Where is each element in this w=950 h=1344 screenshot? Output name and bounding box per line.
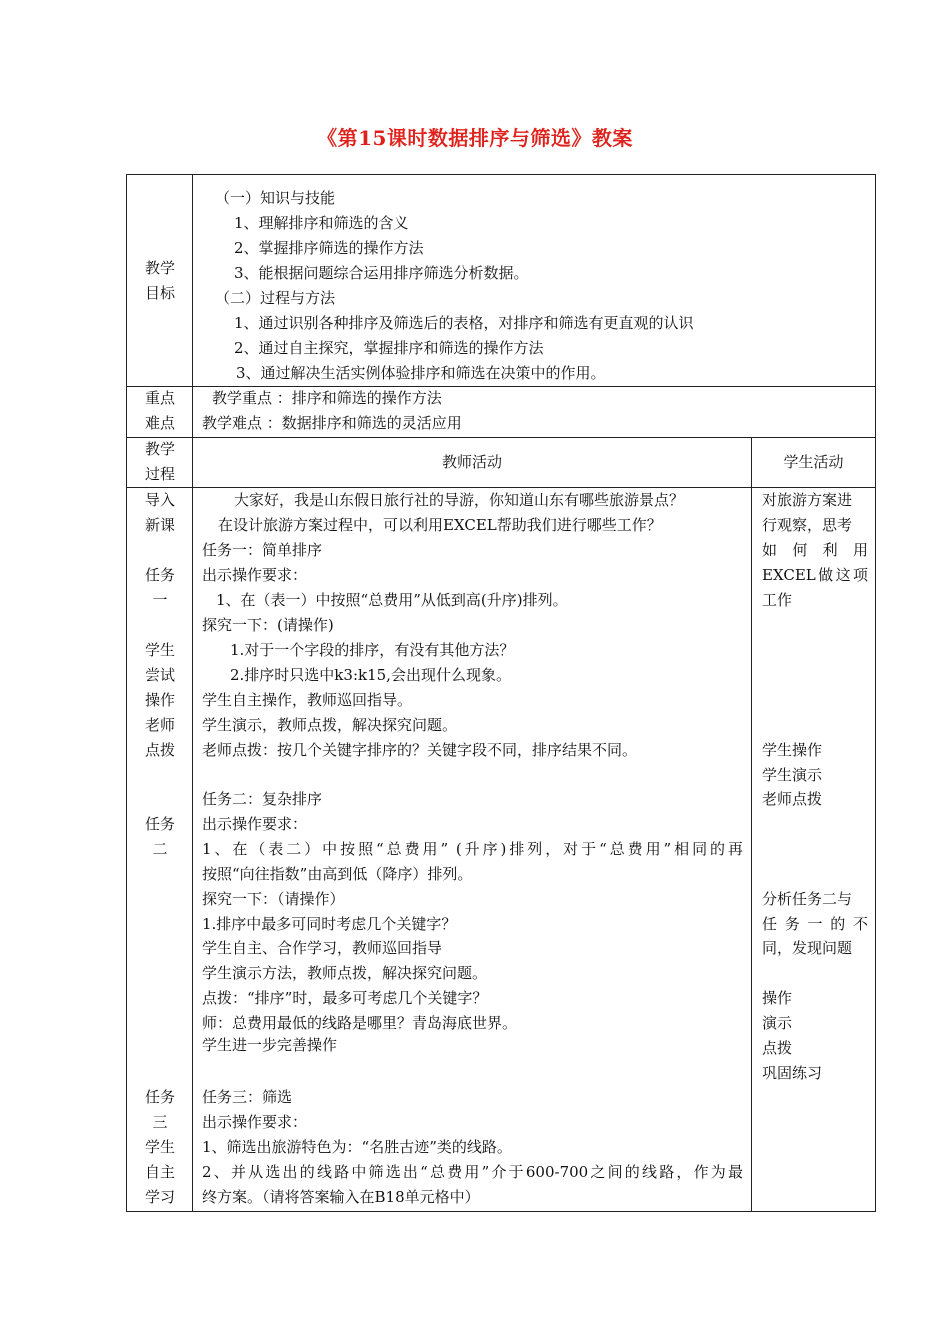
teacher-line: 学生演示方法，教师点拨，解决探究问题。: [202, 964, 488, 982]
stage-label: 任务: [144, 566, 175, 584]
student-line: 对旅游方案进: [762, 491, 853, 509]
table-border-top: [126, 174, 876, 175]
student-line: 任务一的不: [762, 915, 868, 933]
objective-line: 2、掌握排序筛选的操作方法: [234, 239, 424, 257]
teacher-line: 2.排序时只选中k3:k15,会出现什么现象。: [230, 666, 511, 684]
objectives-label-2: 目标: [144, 284, 175, 302]
stage-label: 新课: [144, 516, 175, 534]
teacher-line: 学生自主、合作学习，教师巡回指导: [202, 939, 443, 957]
objective-line: 3、通过解决生活实例体验排序和筛选在决策中的作用。: [236, 364, 606, 382]
teacher-line: 1、筛选出旅游特色为：“名胜古迹”类的线路。: [202, 1138, 512, 1156]
stage-label: 任务: [144, 815, 175, 833]
student-line: 学生操作: [762, 741, 823, 759]
table-divider-student-column: [751, 437, 752, 1212]
student-activity-header: 学生活动: [783, 453, 844, 471]
teacher-line: 学生自主操作，教师巡回指导。: [202, 691, 413, 709]
objective-line: 1、通过识别各种排序及筛选后的表格，对排序和筛选有更直观的认识: [234, 314, 694, 332]
table-divider-label-column: [192, 174, 193, 1212]
teacher-line: 学生演示，教师点拨，解决探究问题。: [202, 716, 458, 734]
stage-label: 二: [152, 840, 168, 858]
student-line: 点拨: [762, 1039, 793, 1057]
stage-label: 老师: [144, 716, 175, 734]
table-border-bottom: [126, 1211, 876, 1212]
stage-label: 自主: [144, 1163, 175, 1181]
teacher-line: 师：总费用最低的线路是哪里？青岛海底世界。: [202, 1014, 518, 1032]
objective-line: （二）过程与方法: [215, 289, 336, 307]
key-points-label-1: 重点: [144, 389, 175, 407]
stage-label: 导入: [144, 491, 175, 509]
stage-label: 三: [152, 1113, 168, 1131]
teacher-line: 任务三：筛选: [202, 1088, 293, 1106]
key-point-line: 教学难点 ：数据排序和筛选的灵活应用: [202, 414, 462, 432]
process-label-1: 教学: [144, 440, 175, 458]
objective-line: 2、通过自主探究，掌握排序和筛选的操作方法: [234, 339, 544, 357]
student-line: 老师点拨: [762, 790, 823, 808]
teacher-line: 出示操作要求：: [202, 566, 308, 584]
table-row-divider-2: [126, 437, 876, 438]
stage-label: 点拨: [144, 741, 175, 759]
teacher-line: 出示操作要求：: [202, 815, 308, 833]
student-line: 如何利用: [762, 541, 868, 559]
stage-label: 一: [152, 591, 168, 609]
process-label-2: 过程: [144, 465, 175, 483]
stage-label: 学生: [144, 641, 175, 659]
teacher-line: 1.排序中最多可同时考虑几个关键字？: [202, 915, 457, 933]
teacher-line: 老师点拨：按几个关键字排序的？关键字段不同，排序结果不同。: [202, 741, 638, 759]
stage-label: 任务: [144, 1088, 175, 1106]
teacher-line: 1、在（表一）中按照“总费用”从低到高(升序)排列。: [216, 591, 568, 609]
teacher-line: 任务二：复杂排序: [202, 790, 323, 808]
student-line: 分析任务二与: [762, 890, 853, 908]
teacher-activity-header: 教师活动: [441, 453, 502, 471]
student-line: 巩固练习: [762, 1064, 823, 1082]
page-title: 《第15课时数据排序与筛选》教案: [317, 126, 633, 150]
teacher-line: 探究一下：（请操作）: [202, 890, 345, 908]
objective-line: 1、理解排序和筛选的含义: [234, 214, 409, 232]
teacher-line: 点拨：“排序”时，最多可考虑几个关键字？: [202, 989, 488, 1007]
student-line: 同，发现问题: [762, 939, 853, 957]
teacher-line: 2、并从选出的线路中筛选出“总费用”介于600-700之间的线路，作为最: [202, 1163, 743, 1181]
teacher-line: 1、在（表二）中按照“总费用” (升序)排列，对于“总费用”相同的再: [202, 840, 743, 858]
objectives-label-1: 教学: [144, 259, 175, 277]
student-line: 操作: [762, 989, 793, 1007]
teacher-line: 按照“向往指数”由高到低（降序）排列。: [202, 865, 473, 883]
stage-label: 操作: [144, 691, 175, 709]
teacher-line: 在设计旅游方案过程中，可以利用EXCEL帮助我们进行哪些工作？: [218, 516, 662, 534]
stage-label: 学生: [144, 1138, 175, 1156]
teacher-line: 任务一：简单排序: [202, 541, 323, 559]
teacher-line: 终方案。（请将答案输入在B18单元格中）: [202, 1188, 480, 1206]
teacher-line: 学生进一步完善操作: [202, 1036, 338, 1054]
table-border-right: [875, 174, 876, 1212]
student-line: 演示: [762, 1014, 793, 1032]
teacher-line: 1.对于一个字段的排序，有没有其他方法？: [230, 641, 515, 659]
key-points-label-2: 难点: [144, 414, 175, 432]
objective-line: 3、能根据问题综合运用排序筛选分析数据。: [234, 264, 529, 282]
stage-label: 学习: [144, 1188, 175, 1206]
student-line: 学生演示: [762, 766, 823, 784]
stage-label: 尝试: [144, 666, 175, 684]
teacher-line: 探究一下：(请操作): [202, 616, 334, 634]
student-line: 行观察，思考: [762, 516, 853, 534]
key-point-line: 教学重点 ：排序和筛选的操作方法: [212, 389, 442, 407]
teacher-line: 大家好，我是山东假日旅行社的导游，你知道山东有哪些旅游景点？: [234, 491, 685, 509]
objective-line: （一）知识与技能: [215, 189, 336, 207]
teacher-line: 出示操作要求：: [202, 1113, 308, 1131]
table-border-left: [126, 174, 127, 1212]
student-line: 工作: [762, 591, 793, 609]
student-line: EXCEL做这项: [762, 566, 868, 584]
